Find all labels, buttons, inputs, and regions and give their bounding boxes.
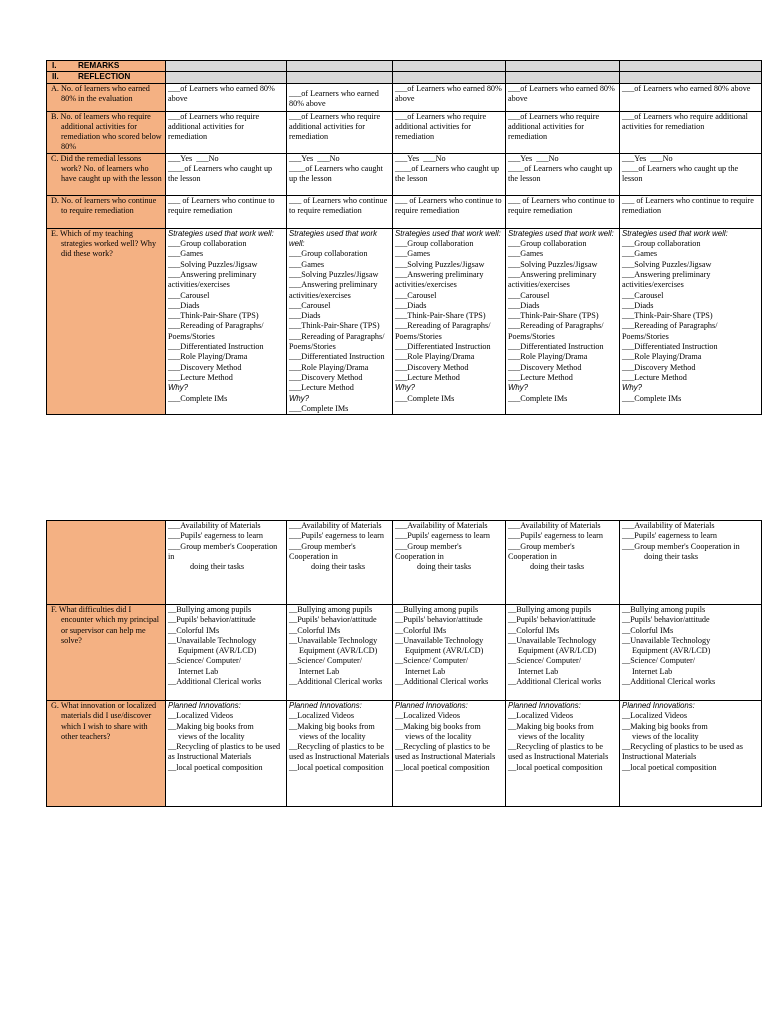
innovations-heading: Planned Innovations: (508, 701, 581, 710)
strategy-option: ___Games (168, 249, 204, 259)
strategy-option: ___Games (289, 259, 325, 269)
difficulty-option: __Additional Clerical works (622, 677, 716, 687)
remarks-row (47, 61, 762, 72)
difficulty-option: __Pupils' behavior/attitude (395, 615, 483, 625)
strategy-option: ___Carousel (395, 290, 437, 300)
strategy-option: ___Think-Pair-Share (TPS) (289, 321, 380, 331)
strategy-option: ___Differentiated Instruction (289, 352, 385, 362)
difficulty-option: Internet Lab (178, 666, 219, 676)
row-a-cell: ___of Learners who earned 80% above (620, 83, 762, 111)
strategy-option: ___Rereading of Paragraphs/ Poems/Stories (508, 321, 604, 341)
difficulty-option: __Bullying among pupils (289, 605, 373, 614)
row-f-label: F. What difficulties did I encounter which my principal or supervisor can help me solve? (47, 605, 166, 701)
difficulty-option: Equipment (AVR/LCD) (178, 646, 257, 656)
strategy-option: ___Think-Pair-Share (TPS) (168, 311, 259, 321)
row-d-cell: ___ of Learners who continue to require remediation (506, 195, 620, 228)
strategy-option: ___Answering preliminary activities/exercises (508, 269, 597, 290)
row-c-cell: ___Yes ___No ____of Learners who caught up the lesson (506, 153, 620, 195)
strategies-heading: Strategies used that work well: (622, 228, 728, 238)
row-g-cell (166, 701, 287, 807)
why-option: ___Complete IMs (622, 393, 682, 403)
row-e-cell (506, 228, 620, 414)
row-c-cell: ___Yes ___No ____of Learners who caught up the lesson (287, 153, 393, 195)
why-option: ___Availability of Materials (508, 521, 601, 530)
innovations-heading: Planned Innovations: (395, 701, 468, 710)
row-c-cell: ___Yes ___No ____of Learners who caught up the lesson (393, 153, 506, 195)
strategy-option: ___Think-Pair-Share (TPS) (508, 311, 599, 321)
strategy-option: ___Group collaboration (508, 239, 587, 249)
strategy-option: ___Discovery Method (168, 362, 242, 372)
difficulty-option: __Unavailable Technology (168, 635, 257, 645)
row-a-cell: ___of Learners who earned 80% above (393, 83, 506, 111)
difficulty-option: __Bullying among pupils (395, 605, 479, 614)
innovation-option: __Recycling of plastics to be used as Instructional Materials (622, 742, 743, 762)
why-option: doing their tasks (530, 562, 585, 572)
strategy-option: ___Answering preliminary activities/exercises (289, 280, 378, 300)
difficulty-option: __Unavailable Technology (508, 635, 597, 645)
difficulty-option: Internet Lab (632, 666, 673, 676)
strategy-option: ___Games (508, 249, 544, 259)
row-e-continued (47, 521, 762, 605)
row-d (47, 195, 762, 228)
why-option: doing their tasks (644, 551, 699, 561)
innovations-heading: Planned Innovations: (168, 701, 241, 710)
difficulty-option: __Pupils' behavior/attitude (168, 615, 256, 625)
row-e2-cell (620, 521, 762, 605)
strategy-option: ___Group collaboration (168, 239, 247, 249)
why-option: ___Complete IMs (168, 393, 228, 403)
difficulty-option: __Additional Clerical works (395, 677, 489, 687)
row-d-cell: ___ of Learners who continue to require remediation (393, 195, 506, 228)
difficulty-option: Internet Lab (405, 666, 446, 676)
strategy-option: ___Carousel (289, 300, 331, 310)
difficulty-option: __Additional Clerical works (168, 677, 262, 687)
row-a-cell: ___of Learners who earned 80% above (166, 83, 287, 111)
innovation-option: __Localized Videos (508, 711, 574, 721)
strategy-option: ___Solving Puzzles/Jigsaw (622, 259, 712, 269)
innovations-heading: Planned Innovations: (622, 701, 695, 710)
row-f-cell (620, 605, 762, 701)
innovation-option: __Making big books from (622, 721, 708, 731)
why-option: ___Complete IMs (508, 393, 568, 403)
difficulty-option: __Science/ Computer/ (168, 656, 241, 666)
difficulty-option: __Additional Clerical works (508, 677, 602, 687)
strategy-option: ___Differentiated Instruction (508, 342, 604, 352)
row-e2-cell (506, 521, 620, 605)
row-g-label: G. What innovation or localized materials did I use/discover which I wish to share with other teachers? (47, 701, 166, 807)
strategies-heading: Strategies used that work well: (289, 228, 377, 249)
why-option: ___Availability of Materials (168, 521, 261, 530)
difficulty-option: __Pupils' behavior/attitude (289, 615, 377, 625)
row-e-cell (166, 228, 287, 414)
innovation-option: __Localized Videos (289, 711, 355, 721)
strategy-option: ___Think-Pair-Share (TPS) (395, 311, 486, 321)
innovation-option: __Recycling of plastics to be used as Instructional Materials (395, 742, 496, 762)
row-b (47, 111, 762, 153)
innovation-option: __Making big books from (168, 721, 254, 731)
strategy-option: ___Discovery Method (508, 362, 582, 372)
innovation-option: __Localized Videos (395, 711, 461, 721)
innovations-heading: Planned Innovations: (289, 701, 362, 710)
difficulty-option: __Unavailable Technology (622, 635, 711, 645)
strategy-option: ___Differentiated Instruction (622, 342, 718, 352)
row-a (47, 83, 762, 111)
strategy-option: ___Differentiated Instruction (395, 342, 491, 352)
difficulty-option: __Colorful IMs (395, 625, 447, 635)
row-f-cell (287, 605, 393, 701)
row-c-cell: ___Yes ___No ____of Learners who caught up the lesson (166, 153, 287, 195)
remarks-label: I. REMARKS (47, 61, 166, 72)
difficulty-option: __Science/ Computer/ (289, 656, 362, 666)
strategy-option: ___Think-Pair-Share (TPS) (622, 311, 713, 321)
why-option: ___Group member's Cooperation in (508, 541, 575, 561)
why-option: doing their tasks (190, 562, 245, 572)
strategy-option: ___Solving Puzzles/Jigsaw (395, 259, 485, 269)
innovation-option: __Making big books from (289, 721, 375, 731)
strategy-option: ___Role Playing/Drama (289, 362, 369, 372)
why-option: doing their tasks (311, 562, 366, 572)
strategy-option: ___Solving Puzzles/Jigsaw (508, 259, 598, 269)
strategy-option: ___Diads (289, 311, 321, 321)
strategy-option: ___Answering preliminary activities/exercises (168, 269, 257, 290)
innovation-option: views of the locality (299, 731, 366, 741)
strategy-option: ___Games (622, 249, 658, 259)
row-e-cell (287, 228, 393, 414)
row-c-label: C. Did the remedial lessons work? No. of learners who have caught up with the lesson (47, 153, 166, 195)
strategy-option: ___Answering preliminary activities/exercises (395, 269, 484, 290)
lesson-log-table-top (46, 60, 762, 415)
innovation-option: __Making big books from (395, 721, 481, 731)
row-b-cell: ___of Learners who require additional activities for remediation (287, 111, 393, 153)
row-e-continued-label (47, 521, 166, 605)
innovation-option: views of the locality (632, 731, 699, 741)
why-option: ___Group member's Cooperation in (395, 541, 462, 561)
row-g-cell (393, 701, 506, 807)
row-e-cell (620, 228, 762, 414)
why-heading: Why? (508, 383, 528, 393)
row-g (47, 701, 762, 807)
difficulty-option: Equipment (AVR/LCD) (405, 646, 484, 656)
strategy-option: ___Carousel (168, 290, 210, 300)
innovation-option: __local poetical composition (508, 762, 603, 772)
why-option: ___Pupils' eagerness to learn (289, 531, 384, 541)
difficulty-option: __Bullying among pupils (508, 605, 592, 614)
difficulty-option: Internet Lab (299, 666, 340, 676)
row-e-cell (393, 228, 506, 414)
innovation-option: __Localized Videos (168, 711, 234, 721)
strategy-option: ___Diads (395, 300, 427, 310)
strategy-option: ___Group collaboration (622, 239, 701, 249)
strategy-option: ___Role Playing/Drama (508, 352, 588, 362)
strategy-option: ___Lecture Method (508, 372, 573, 382)
strategy-option: ___Solving Puzzles/Jigsaw (289, 269, 379, 279)
innovation-option: __Making big books from (508, 721, 594, 731)
why-option: ___Pupils' eagerness to learn (508, 531, 603, 541)
strategies-heading: Strategies used that work well: (395, 228, 501, 238)
why-option: ___Availability of Materials (289, 521, 382, 530)
difficulty-option: __Science/ Computer/ (508, 656, 581, 666)
strategy-option: ___Lecture Method (289, 383, 354, 393)
row-b-cell: ___of Learners who require additional activities for remediation (620, 111, 762, 153)
row-c (47, 153, 762, 195)
why-heading: Why? (395, 383, 415, 393)
strategies-heading: Strategies used that work well: (508, 228, 614, 238)
innovation-option: views of the locality (405, 731, 472, 741)
innovation-option: __Recycling of plastics to be used as Instructional Materials (289, 742, 390, 762)
strategy-option: ___Role Playing/Drama (622, 352, 702, 362)
row-d-label: D. No. of learners who continue to require remediation (47, 195, 166, 228)
row-b-label: B. No. of learners who require additional activities for remediation who scored below 80% (47, 111, 166, 153)
row-d-cell: ___ of Learners who continue to require remediation (287, 195, 393, 228)
innovation-option: __Localized Videos (622, 711, 688, 721)
difficulty-option: Equipment (AVR/LCD) (518, 646, 597, 656)
row-f-cell (506, 605, 620, 701)
row-g-cell (287, 701, 393, 807)
strategy-option: ___Diads (622, 300, 654, 310)
row-d-cell: ___ of Learners who continue to require remediation (166, 195, 287, 228)
reflection-label: II. REFLECTION (47, 72, 166, 83)
innovation-option: views of the locality (178, 731, 245, 741)
row-g-cell (620, 701, 762, 807)
innovation-option: __Recycling of plastics to be used as Instructional Materials (168, 742, 281, 762)
difficulty-option: __Colorful IMs (622, 625, 674, 635)
strategy-option: ___Rereading of Paragraphs/ Poems/Stories (622, 321, 718, 341)
row-c-cell: ___Yes ___No ____of Learners who caught up the lesson (620, 153, 762, 195)
difficulty-option: __Colorful IMs (508, 625, 560, 635)
difficulty-option: __Pupils' behavior/attitude (508, 615, 596, 625)
row-b-cell: ___of Learners who require additional activities for remediation (166, 111, 287, 153)
strategy-option: ___Answering preliminary activities/exercises (622, 269, 711, 290)
row-e2-cell (287, 521, 393, 605)
strategy-option: ___Group collaboration (395, 239, 474, 249)
difficulty-option: __Science/ Computer/ (395, 656, 468, 666)
why-option: ___Group member's Cooperation in (168, 541, 278, 561)
row-a-label: A. No. of learners who earned 80% in the evaluation (47, 83, 166, 111)
innovation-option: __Recycling of plastics to be used as Instructional Materials (508, 742, 609, 762)
why-option: ___Pupils' eagerness to learn (395, 531, 490, 541)
why-option: ___Complete IMs (289, 403, 349, 413)
difficulty-option: __Pupils' behavior/attitude (622, 615, 710, 625)
innovation-option: __local poetical composition (622, 762, 717, 772)
strategy-option: ___Group collaboration (289, 249, 368, 259)
row-f-cell (166, 605, 287, 701)
innovation-option: __local poetical composition (395, 762, 490, 772)
row-e (47, 228, 762, 414)
strategy-option: ___Role Playing/Drama (395, 352, 475, 362)
row-f (47, 605, 762, 701)
why-option: ___Pupils' eagerness to learn (622, 531, 717, 541)
strategy-option: ___Solving Puzzles/Jigsaw (168, 259, 258, 269)
why-heading: Why? (289, 393, 309, 403)
row-b-cell: ___of Learners who require additional activities for remediation (393, 111, 506, 153)
strategy-option: ___Rereading of Paragraphs/ Poems/Stories (395, 321, 491, 341)
strategy-option: ___Games (395, 249, 431, 259)
strategy-option: ___Discovery Method (622, 362, 696, 372)
difficulty-option: Equipment (AVR/LCD) (632, 646, 711, 656)
difficulty-option: Equipment (AVR/LCD) (299, 646, 378, 656)
difficulty-option: __Unavailable Technology (289, 635, 378, 645)
strategy-option: ___Role Playing/Drama (168, 352, 248, 362)
row-f-cell (393, 605, 506, 701)
strategy-option: ___Rereading of Paragraphs/ Poems/Stories (289, 331, 385, 352)
difficulty-option: __Unavailable Technology (395, 635, 484, 645)
difficulty-option: Internet Lab (518, 666, 559, 676)
difficulty-option: __Science/ Computer/ (622, 656, 695, 666)
innovation-option: __local poetical composition (289, 762, 384, 772)
difficulty-option: __Additional Clerical works (289, 677, 383, 687)
strategy-option: ___Discovery Method (289, 372, 363, 382)
strategy-option: ___Diads (508, 300, 540, 310)
row-d-cell: ___ of Learners who continue to require remediation (620, 195, 762, 228)
row-g-cell (506, 701, 620, 807)
strategy-option: ___Carousel (508, 290, 550, 300)
lesson-log-table-bottom (46, 520, 762, 807)
strategy-option: ___Lecture Method (622, 372, 687, 382)
reflection-row (47, 72, 762, 83)
strategy-option: ___Carousel (622, 290, 664, 300)
strategy-option: ___Lecture Method (395, 372, 460, 382)
why-option: ___Complete IMs (395, 393, 455, 403)
strategy-option: ___Diads (168, 300, 200, 310)
why-option: doing their tasks (417, 562, 472, 572)
strategy-option: ___Discovery Method (395, 362, 469, 372)
row-e2-cell (393, 521, 506, 605)
difficulty-option: __Bullying among pupils (168, 605, 252, 614)
strategy-option: ___Lecture Method (168, 372, 233, 382)
row-b-cell: ___of Learners who require additional activities for remediation (506, 111, 620, 153)
strategies-heading: Strategies used that work well: (168, 228, 274, 238)
row-a-cell: ___of Learners who earned 80% above (287, 83, 393, 111)
why-option: ___Availability of Materials (622, 521, 715, 530)
why-option: ___Group member's Cooperation in (622, 541, 740, 551)
why-heading: Why? (622, 383, 642, 393)
strategy-option: ___Differentiated Instruction (168, 342, 264, 352)
why-option: ___Pupils' eagerness to learn (168, 531, 263, 541)
difficulty-option: __Bullying among pupils (622, 605, 706, 614)
row-e-label: E. Which of my teaching strategies worked well? Why did these work? (47, 228, 166, 414)
innovation-option: views of the locality (518, 731, 585, 741)
innovation-option: __local poetical composition (168, 762, 263, 772)
difficulty-option: __Colorful IMs (289, 625, 341, 635)
why-heading: Why? (168, 383, 188, 393)
strategy-option: ___Rereading of Paragraphs/ Poems/Stories (168, 321, 264, 341)
row-a-cell: ___of Learners who earned 80% above (506, 83, 620, 111)
why-option: ___Availability of Materials (395, 521, 488, 530)
difficulty-option: __Colorful IMs (168, 625, 220, 635)
row-e2-cell (166, 521, 287, 605)
why-option: ___Group member's Cooperation in (289, 541, 356, 561)
